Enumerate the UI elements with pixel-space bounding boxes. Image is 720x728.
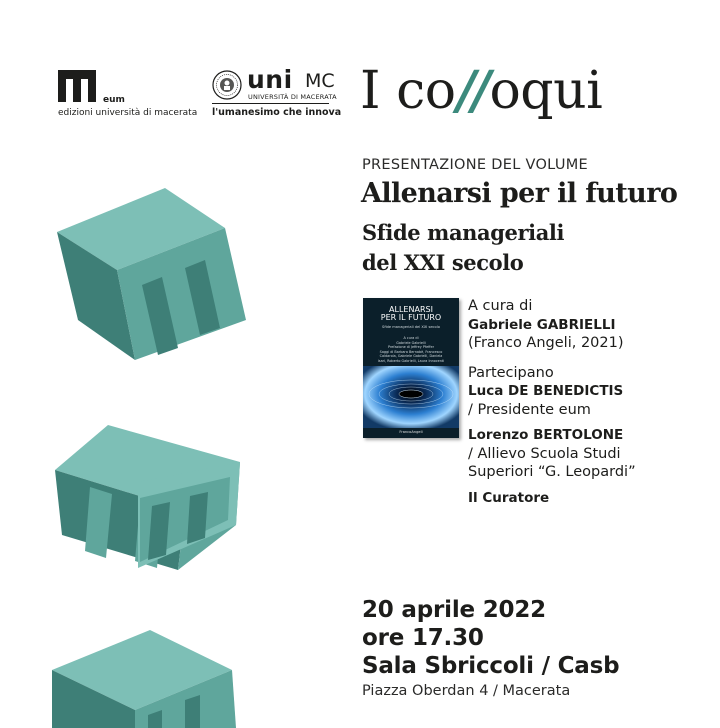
cover-editor-label: A cura di [403, 336, 419, 340]
cover-subtitle: Sfide manageriali del XXI secolo [382, 325, 440, 329]
speaker-2-role-line2: Superiori “G. Leopardi” [468, 464, 636, 480]
series-title-slashes: // [456, 60, 487, 121]
speaker-3: Il Curatore [468, 489, 550, 506]
university-name-mc: MC [305, 70, 335, 92]
speaker-2-name: Lorenzo BERTOLONE [468, 427, 624, 443]
credits [468, 297, 636, 507]
speaker-2-role-line1: / Allievo Scuola Studi [468, 445, 621, 462]
cube-icon-3 [52, 630, 236, 728]
book-title: Allenarsi per il futuro [361, 178, 678, 209]
publisher-note: (Franco Angeli, 2021) [468, 335, 624, 351]
eum-logo-icon [58, 70, 96, 102]
event-address: Piazza Oberdan 4 / Macerata [362, 683, 571, 699]
book-cover-image [363, 298, 459, 438]
cover-contributors-1: Saggi di Barbara Bernabè, Francesco [379, 349, 443, 354]
cover-foreword: Prefazione di Jeffrey Pfeffer [388, 345, 434, 349]
cover-publisher: FrancoAngeli [399, 430, 423, 434]
decorative-cubes [0, 170, 260, 728]
event-info [362, 596, 619, 699]
curator-name: Gabriele GABRIELLI [468, 316, 616, 333]
university-divider [212, 103, 329, 104]
cover-contributors-2: Caldarola, Gabriele Gabrielli, Daniela [379, 354, 443, 358]
participants-label: Partecipano [468, 364, 554, 381]
cube-icon-1 [57, 188, 246, 360]
university-seal-icon [212, 70, 242, 100]
university-name: uni [247, 65, 293, 94]
cover-editor-name: Gabriele Gabrielli [396, 340, 426, 345]
event-date: 20 aprile 2022 [362, 597, 546, 623]
book-subtitle-line2: del XXI secolo [362, 250, 524, 275]
curated-label: A cura di [468, 298, 533, 314]
series-title [360, 60, 602, 121]
cover-title-line1: ALLENARSI [389, 305, 433, 314]
book-subtitle-line1: Sfide manageriali [362, 220, 565, 245]
book-subtitle [362, 218, 564, 278]
eum-logo-text: eum [103, 95, 125, 105]
event-kicker: PRESENTAZIONE DEL VOLUME [362, 157, 589, 173]
speaker-1-name: Luca DE BENEDICTIS [468, 383, 624, 399]
university-subtitle: UNIVERSITÀ DI MACERATA [248, 93, 337, 101]
series-title-part1: I co [360, 61, 456, 121]
cover-title [371, 306, 451, 322]
cube-icon-2 [55, 425, 240, 570]
speaker-1-role: / Presidente eum [468, 401, 591, 418]
cover-title-line2: PER IL FUTURO [380, 313, 442, 322]
series-title-part2: oqui [489, 61, 603, 121]
university-tagline: l'umanesimo che innova [212, 107, 342, 118]
event-venue: Sala Sbriccoli / Casb [362, 653, 620, 679]
eum-caption: edizioni università di macerata [58, 108, 198, 118]
event-time: ore 17.30 [362, 625, 484, 651]
cover-contributors-3: Isari, Roberto Gabrielli, Laura Innocenti [377, 358, 445, 363]
cover-wormhole-image [363, 366, 459, 428]
cover-meta [369, 336, 453, 363]
